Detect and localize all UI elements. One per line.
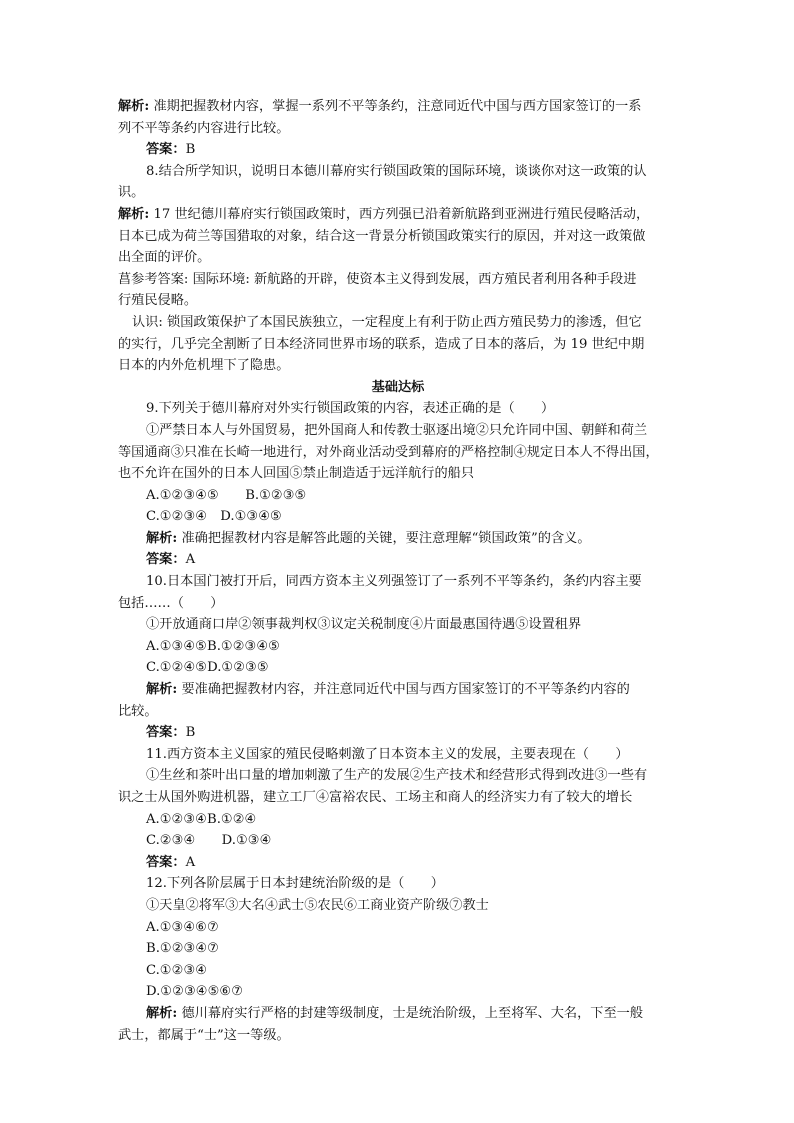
text-line: 日本已成为荷兰等国猎取的对象，结合这一背景分析锁国政策实行的原因，并对这一政策做 [118,228,646,244]
option-line: A.①③④⑤B.①②③④⑤ [146,638,280,654]
text-line: 出全面的评价。 [118,250,211,266]
document-page [118,96,678,1046]
text-line: ①生丝和茶叶出口量的增加刺激了生产的发展②生产技术和经营形式得到改进③一些有 [146,768,648,784]
option-line: A.①②③④B.①②④ [146,811,257,827]
text-line: ①开放通商口岸②领事裁判权③议定关税制度④片面最惠国待遇⑤设置租界 [146,617,582,633]
text-line: 识之士从国外购进机器，建立工厂④富裕农民、工场主和商人的经济实力有了较大的增长 [118,790,633,805]
question-8: 8.结合所学知识，说明日本德川幕府实行锁国政策的国际环境，谈谈你对这一政策的认 [146,163,647,179]
answer-line: 答案：A [146,854,196,870]
section-heading: 基础达标 [371,379,425,395]
text-line: 比较。 [118,703,158,719]
text-line: 列不平等条约内容进行比较。 [118,120,290,136]
option-line: C.②③④ D.①③④ [146,833,272,849]
text-line: 解析: 准期把握教材内容，掌握一系列不平等条约，注意同近代中国与西方国家签订的一系 [118,99,642,114]
answer-line: 答案：B [146,142,196,158]
option-line: D.①②③④⑤⑥⑦ [146,984,244,1000]
option-line: C.①②③④ [146,962,208,978]
text-line: 也不允许在国外的日本人回国⑤禁止制造适于远洋航行的船只 [118,466,475,482]
text-line: 武士，都属于“士”这一等级。 [118,1027,290,1043]
option-line: A.①②③④⑤ B.①②③⑤ [146,487,307,503]
analysis-line: 解析: 德川幕府实行严格的封建等级制度，士是统治阶级，上至将军、大名，下至一般 [146,1005,644,1021]
question-12: 12.下列各阶层属于日本封建统治阶级的是（ ） [146,876,444,892]
question-9: 9.下列关于德川幕府对外实行锁国政策的内容，表述正确的是（ ） [146,401,555,417]
analysis-line: 解析: 要准确把握教材内容，并注意同近代中国与西方国家签订的不平等条约内容的 [146,682,630,698]
analysis-line: 解析: 17 世纪德川幕府实行锁国政策时，西方列强已沿着新航路到亚洲进行殖民侵略活动， [118,206,650,222]
text-line: 识。 [118,185,145,201]
question-11: 11.西方资本主义国家的殖民侵略刺激了日本资本主义的发展，主要表现在（ ） [146,746,629,762]
answer-line: 答案：A [146,552,196,568]
text-line: 等国通商③只准在长崎一地进行，对外商业活动受到幕府的严格控制④规定日本人不得出国， [118,444,659,460]
text-line: 认识: 锁国政策保护了本国民族独立，一定程度上有利于防止西方殖民势力的渗透，但它 [132,314,642,330]
reference-answer-line: 菖参考答案: 国际环境: 新航路的开辟，使资本主义得到发展，西方殖民者利用各种手段进 [118,271,637,287]
analysis-line: 解析: 准确把握教材内容是解答此题的关键，要注意理解“锁国政策”的含义。 [146,530,591,546]
text-line: ①天皇②将军③大名④武士⑤农民⑥工商业资产阶级⑦教士 [146,897,489,913]
text-line: 日本的内外危机埋下了隐患。 [118,358,290,374]
text-line: 行殖民侵略。 [118,293,198,309]
text-line: 包括……（ ） [118,595,224,611]
answer-line: 答案：B [146,725,196,741]
option-line: B.①②③④⑦ [146,941,219,957]
question-10: 10.日本国门被打开后，同西方资本主义列强签订了一系列不平等条约，条约内容主要 [146,574,642,590]
option-line: C.①②④⑤D.①②③⑤ [146,660,269,676]
option-line: C.①②③④ D.①③④⑤ [146,509,282,525]
text-line: 的实行，几乎完全割断了日本经济同世界市场的联系，造成了日本的落后，为 19 世纪中期 [118,336,645,352]
option-line: A.①③④⑥⑦ [146,919,219,935]
text-line: ①严禁日本人与外国贸易，把外国商人和传教士驱逐出境②只允许同中国、朝鲜和荷兰 [146,422,648,438]
